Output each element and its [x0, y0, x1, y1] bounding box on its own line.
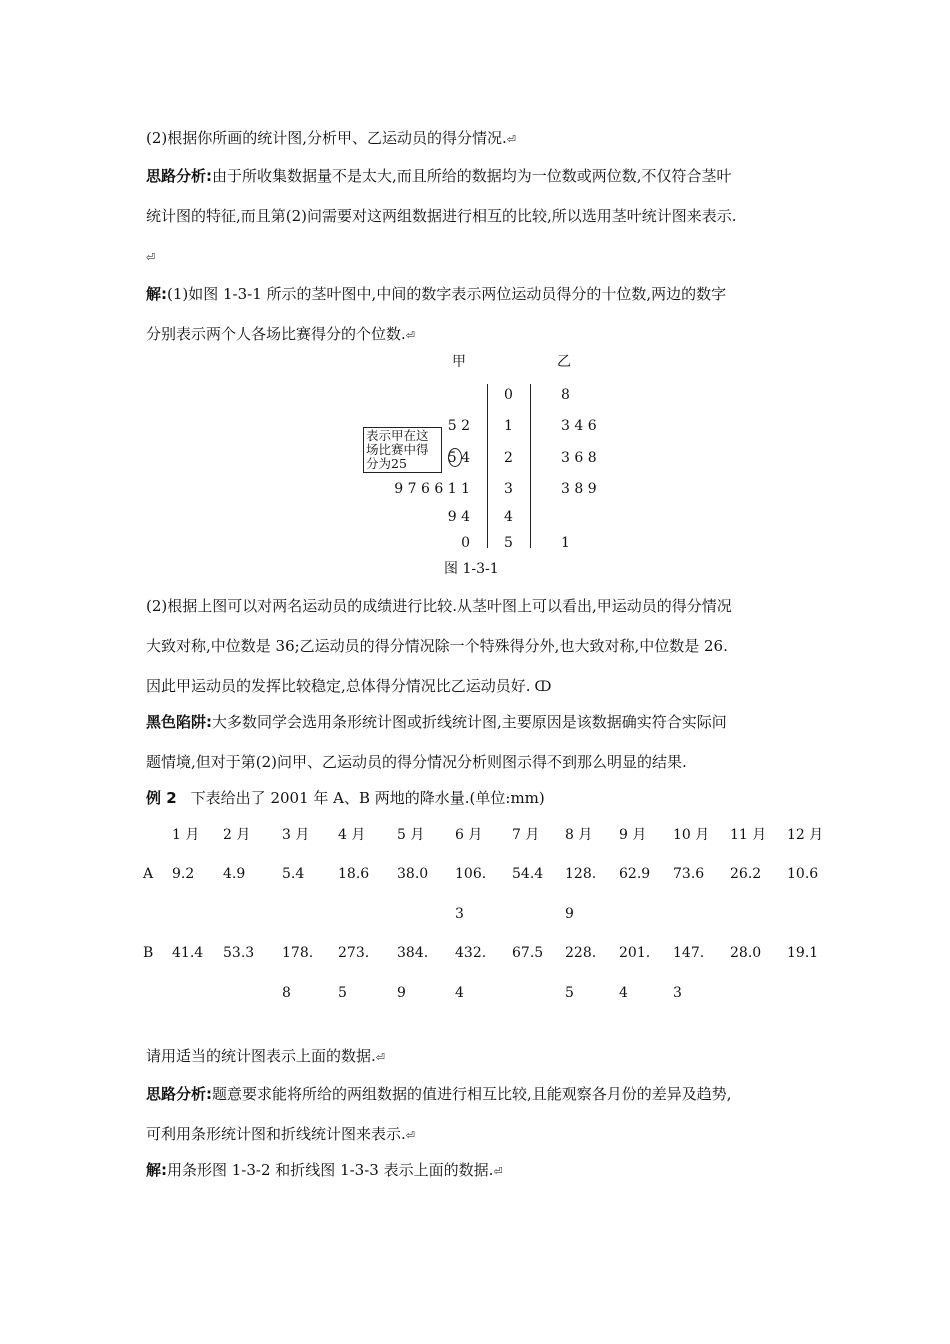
part-2-line-b: 大致对称,中位数是 36;乙运动员的得分情况除一个特殊得分外,也大致对称,中位数是 26. — [146, 637, 728, 655]
trap-line-b: 题情境,但对于第(2)问甲、乙运动员的得分情况分析则图示得不到那么明显的结果. — [146, 753, 687, 771]
table-header-cell: 3 月 — [282, 827, 310, 843]
table-cell: 4 — [455, 985, 464, 1001]
table-cell: 18.6 — [338, 866, 370, 882]
stemleaf-stem: 0 — [504, 387, 513, 403]
analysis-2-line-a: 思路分析:题意要求能将所给的两组数据的值进行相互比较,且能观察各月份的差异及趋势, — [146, 1085, 732, 1103]
stemleaf-right-leaf: 8 — [561, 387, 570, 403]
table-cell: 9.2 — [172, 866, 195, 882]
return-mark-icon: ⏎ — [375, 1051, 385, 1064]
analysis-label: 思路分析: — [146, 1085, 212, 1103]
question-line: 请用适当的统计图表示上面的数据.⏎ — [146, 1047, 385, 1065]
table-cell: 201. — [619, 945, 651, 961]
highlight-circle-icon — [448, 448, 462, 467]
stemleaf-stem: 5 — [504, 535, 513, 551]
table-header-cell: 4 月 — [338, 827, 366, 843]
stemleaf-annotation-box: 表示甲在这 场比赛中得 分为25 — [363, 427, 442, 473]
solution-1-line-b: 分别表示两个人各场比赛得分的个位数.⏎ — [146, 325, 415, 343]
table-cell: 26.2 — [730, 866, 762, 882]
solution-label: 解: — [146, 285, 167, 303]
table-header-cell: 1 月 — [172, 827, 200, 843]
table-cell: 147. — [673, 945, 705, 961]
part-2-line-c: 因此甲运动员的发挥比较稳定,总体得分情况比乙运动员好. ↀ — [146, 677, 552, 695]
stemleaf-right-leaf: 3 6 8 — [561, 450, 597, 466]
return-mark-icon: ⏎ — [506, 133, 517, 146]
trap-line-a: 黑色陷阱:大多数同学会选用条形统计图或折线统计图,主要原因是该数据确实符合实际问 — [146, 713, 727, 731]
trap-label: 黑色陷阱: — [146, 713, 212, 731]
table-cell: 28.0 — [730, 945, 762, 961]
solution-1-line-a: 解:(1)如图 1-3-1 所示的茎叶图中,中间的数字表示两位运动员得分的十位数,两边的数字 — [146, 285, 727, 303]
stemleaf-stem: 2 — [504, 450, 513, 466]
table-header-cell: 2 月 — [223, 827, 251, 843]
table-cell: 8 — [282, 985, 291, 1001]
table-header-cell: 7 月 — [512, 827, 540, 843]
table-cell: 3 — [673, 985, 682, 1001]
curl-mark-icon: ↀ — [534, 679, 552, 695]
table-header-cell: 5 月 — [397, 827, 425, 843]
analysis-1-line-a: 思路分析:由于所收集数据量不是太大,而且所给的数据均为一位数或两位数,不仅符合茎叶 — [146, 167, 732, 185]
stemleaf-right-leaf: 3 8 9 — [561, 481, 597, 497]
table-cell: 19.1 — [787, 945, 819, 961]
stemleaf-right-leaf: 1 — [561, 535, 570, 551]
solution-label: 解: — [146, 1161, 167, 1179]
table-cell: 10.6 — [787, 866, 819, 882]
table-cell: 5 — [565, 985, 574, 1001]
stemleaf-right-divider — [530, 384, 531, 548]
return-mark-icon: ⏎ — [146, 251, 156, 264]
table-cell: 273. — [338, 945, 370, 961]
table-cell: 62.9 — [619, 866, 651, 882]
table-cell: 41.4 — [172, 945, 204, 961]
table-header-cell: 11 月 — [730, 827, 767, 843]
return-mark-line — [146, 246, 155, 268]
table-header-cell: 12 月 — [787, 827, 824, 843]
table-cell: 4.9 — [223, 866, 246, 882]
stemleaf-left-leaf: 0 — [461, 535, 470, 551]
stemleaf-left-leaf: 9 7 6 6 1 1 — [394, 481, 470, 497]
stemleaf-stem: 1 — [504, 418, 513, 434]
table-cell: 9 — [397, 985, 406, 1001]
example-label: 例 2 — [146, 789, 177, 807]
table-cell: 106. — [455, 866, 487, 882]
stemleaf-left-leaf: 5 4 — [447, 450, 470, 466]
table-cell: 67.5 — [512, 945, 544, 961]
part-2-line-a: (2)根据上图可以对两名运动员的成绩进行比较.从茎叶图上可以看出,甲运动员的得分情况 — [146, 597, 732, 615]
table-cell: 73.6 — [673, 866, 705, 882]
stemleaf-right-header: 乙 — [557, 354, 571, 370]
table-header-cell: 10 月 — [673, 827, 710, 843]
table-cell: 5.4 — [282, 866, 305, 882]
table-row-label: B — [143, 945, 154, 961]
stemleaf-left-divider — [487, 384, 488, 548]
table-cell: 53.3 — [223, 945, 255, 961]
analysis-label: 思路分析: — [146, 167, 212, 185]
analysis-2-line-b: 可利用条形统计图和折线统计图来表示.⏎ — [146, 1125, 415, 1143]
stemleaf-left-header: 甲 — [452, 354, 466, 370]
table-cell: 9 — [565, 906, 574, 922]
return-mark-icon: ⏎ — [405, 329, 415, 342]
table-cell: 4 — [619, 985, 628, 1001]
table-header-cell: 6 月 — [455, 827, 483, 843]
return-mark-icon: ⏎ — [493, 1165, 503, 1178]
table-header-cell: 8 月 — [565, 827, 593, 843]
stemleaf-left-leaf: 5 2 — [447, 418, 470, 434]
stemleaf-right-leaf: 3 4 6 — [561, 418, 597, 434]
table-cell: 3 — [455, 906, 464, 922]
table-cell: 128. — [565, 866, 597, 882]
table-cell: 38.0 — [397, 866, 429, 882]
solution-2-line: 解:用条形图 1-3-2 和折线图 1-3-3 表示上面的数据.⏎ — [146, 1161, 503, 1179]
table-cell: 5 — [338, 985, 347, 1001]
analysis-1-line-b: 统计图的特征,而且第(2)问需要对这两组数据进行相互的比较,所以选用茎叶统计图来表示. — [146, 207, 737, 225]
table-cell: 178. — [282, 945, 314, 961]
example-2-heading: 例 2 下表给出了 2001 年 A、B 两地的降水量.(单位:mm) — [146, 789, 545, 807]
table-cell: 54.4 — [512, 866, 544, 882]
figure-caption: 图 1-3-1 — [444, 561, 499, 577]
question-part-2: (2)根据你所画的统计图,分析甲、乙运动员的得分情况.⏎ — [146, 129, 517, 147]
table-row-label: A — [143, 866, 154, 882]
return-mark-icon: ⏎ — [405, 1129, 415, 1142]
table-cell: 432. — [455, 945, 487, 961]
stemleaf-left-leaf: 9 4 — [447, 509, 470, 525]
stemleaf-stem: 4 — [504, 509, 513, 525]
table-cell: 228. — [565, 945, 597, 961]
table-header-cell: 9 月 — [619, 827, 647, 843]
stemleaf-stem: 3 — [504, 481, 513, 497]
table-cell: 384. — [397, 945, 429, 961]
